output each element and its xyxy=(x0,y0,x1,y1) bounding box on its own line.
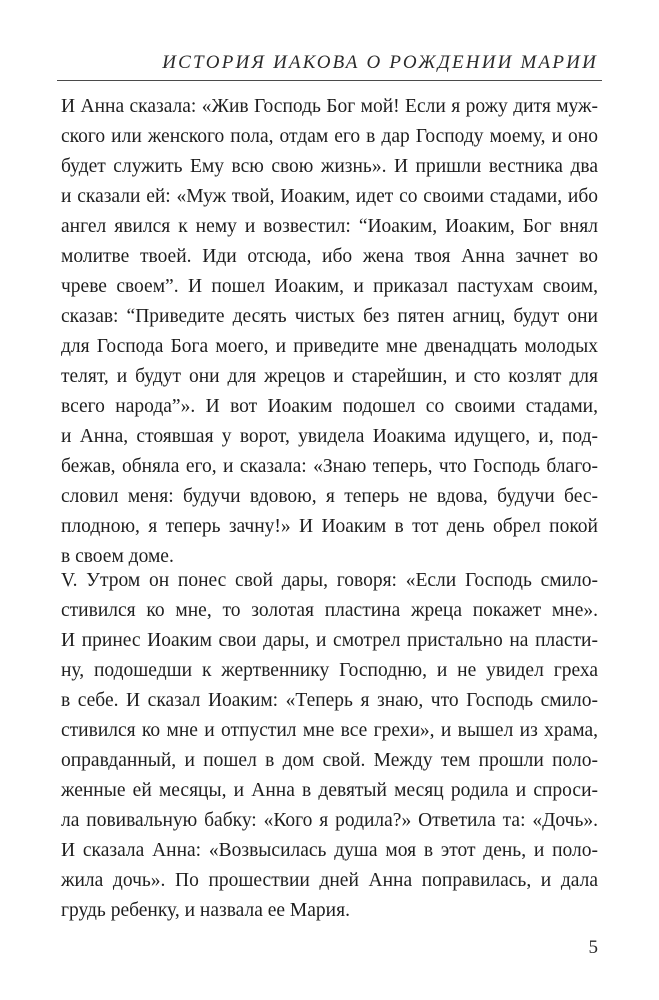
text-line: стивился ко мне и отпустил мне все грехи», и вышел из храма, xyxy=(61,720,598,741)
text-line: всего народа”». И вот Иоаким подошел со своими стадами, xyxy=(61,396,598,417)
paragraph-1 xyxy=(61,92,598,572)
text-line: и сказали ей: «Муж твой, Иоаким, идет со своими стадами, ибо xyxy=(61,186,598,207)
text-line: ну, подошедши к жертвеннику Господню, и не увидел греха xyxy=(61,660,598,681)
text-line: будет служить Ему всю свою жизнь». И пришли вестника два xyxy=(61,156,598,177)
text-line: грудь ребенку, и назвала ее Мария. xyxy=(61,900,350,921)
text-line: И принес Иоаким свои дары, и смотрел пристально на пласти- xyxy=(61,630,598,651)
text-line: сказав: “Приведите десять чистых без пятен агниц, будут они xyxy=(61,306,598,327)
running-header: ИСТОРИЯ ИАКОВА О РОЖДЕНИИ МАРИИ xyxy=(162,52,598,73)
text-line: в своем доме. xyxy=(61,546,174,567)
text-line: оправданный, и пошел в дом свой. Между тем прошли поло- xyxy=(61,750,598,771)
text-line: ла повивальную бабку: «Кого я родила?» Ответила та: «Дочь». xyxy=(61,810,598,831)
text-line: женные ей месяцы, и Анна в девятый месяц родила и спроси- xyxy=(61,780,598,801)
text-line: в себе. И сказал Иоаким: «Теперь я знаю, что Господь смило- xyxy=(61,690,598,711)
text-line: И сказала Анна: «Возвысилась душа моя в этот день, и поло- xyxy=(61,840,598,861)
text-line: ского или женского пола, отдам его в дар Господу моему, и оно xyxy=(61,126,598,147)
text-line: чреве своем”. И пошел Иоаким, и приказал пастухам своим, xyxy=(61,276,598,297)
page-number: 5 xyxy=(588,937,598,958)
text-line: плодною, я теперь зачну!» И Иоаким в тот день обрел покой xyxy=(61,516,598,537)
paragraph-2 xyxy=(61,566,598,926)
text-line: телят, и будут они для жрецов и старейшин, и сто козлят для xyxy=(61,366,598,387)
text-line: и Анна, стоявшая у ворот, увидела Иоакима идущего, и, под- xyxy=(61,426,598,447)
header-rule xyxy=(57,80,602,81)
text-line: И Анна сказала: «Жив Господь Бог мой! Если я рожу дитя муж- xyxy=(61,96,598,117)
text-line: ангел явился к нему и возвестил: “Иоаким, Иоаким, Бог внял xyxy=(61,216,598,237)
text-line: бежав, обняла его, и сказала: «Знаю теперь, что Господь благо- xyxy=(61,456,598,477)
text-line: молитве твоей. Иди отсюда, ибо жена твоя Анна зачнет во xyxy=(61,246,598,267)
text-line: стивился ко мне, то золотая пластина жреца покажет мне». xyxy=(61,600,598,621)
text-line: жила дочь». По прошествии дней Анна поправилась, и дала xyxy=(61,870,598,891)
text-line: для Господа Бога моего, и приведите мне двенадцать молодых xyxy=(61,336,598,357)
text-line: словил меня: будучи вдовою, я теперь не вдова, будучи бес- xyxy=(61,486,598,507)
text-line: V. Утром он понес свой дары, говоря: «Если Господь смило- xyxy=(61,570,598,591)
